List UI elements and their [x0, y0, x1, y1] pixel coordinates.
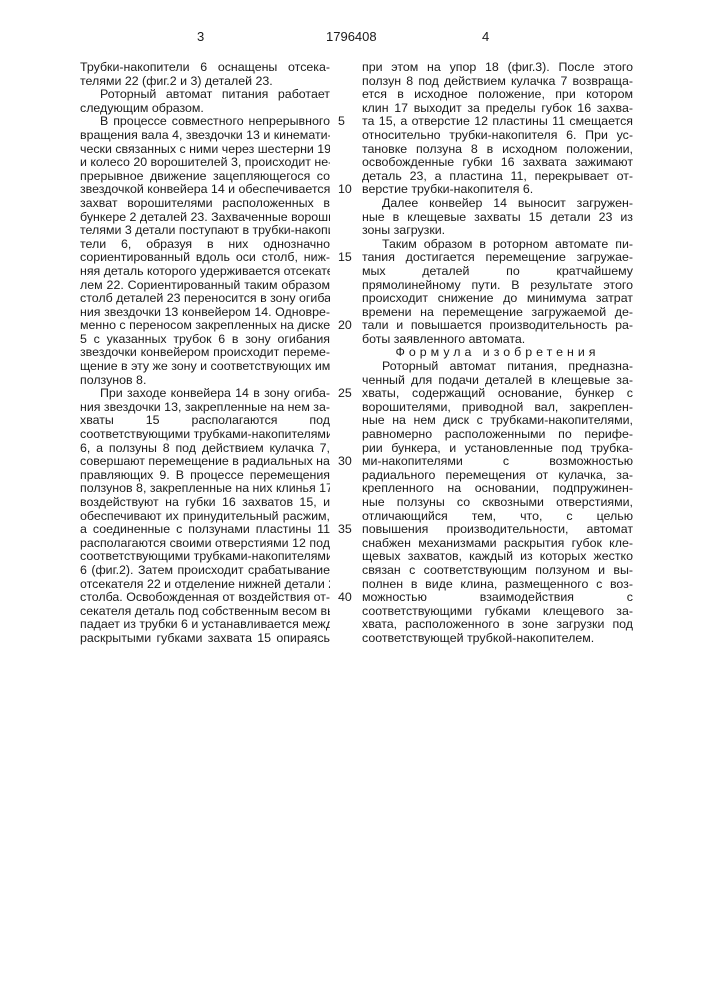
text-line: можностью взаимодействия с	[362, 591, 633, 605]
text-line: Роторный автомат питания работает	[80, 88, 330, 102]
text-line: столб деталей 23 переносится в зону огиба-	[80, 292, 330, 306]
line-number: 30	[338, 455, 352, 469]
text-line: обеспечивают их принудительный расжим,	[80, 510, 330, 524]
text-line: соответствующими губками клещевого за-	[362, 605, 633, 619]
text-line: зоны загрузки.	[362, 224, 633, 238]
text-line: снабжен механизмами раскрытия губок кле-	[362, 537, 633, 551]
text-line: ные на нем диск с трубками-накопителями,	[362, 414, 633, 428]
text-line: лем 22. Сориентированный таким образом	[80, 279, 330, 293]
text-line: крепленного на основании, подпружинен-	[362, 482, 633, 496]
text-line: тали и повышается производительность ра-	[362, 319, 633, 333]
section-heading: Формула изобретения	[362, 346, 633, 360]
text-line: бункере 2 деталей 23. Захваченные вороши-	[80, 211, 330, 225]
text-line: хвата, расположенного в зоне загрузки под	[362, 618, 633, 632]
text-line: полнен в виде клина, размещенного с воз-	[362, 578, 633, 592]
text-line: соответствующей трубкой-накопителем.	[362, 632, 633, 646]
text-line: прерывное движение зацепляющегося со	[80, 170, 330, 184]
text-line: времени на перемещение загружаемой де-	[362, 306, 633, 320]
text-line: ползунов 8, закрепленные на них клинья 17	[80, 482, 330, 496]
text-line: соответствующими трубками-накопителями	[80, 428, 330, 442]
text-line: прямолинейному пути. В результате этого	[362, 279, 633, 293]
text-line: звездочки конвейером происходит переме-	[80, 346, 330, 360]
text-line: клин 17 выходит за пределы губок 16 захва-	[362, 102, 633, 116]
text-line: падает из трубки 6 и устанавливается между	[80, 618, 330, 632]
text-line: верстие трубки-накопителя 6.	[362, 183, 633, 197]
text-line: мых деталей по кратчайшему	[362, 265, 633, 279]
text-line: секателя деталь под собственным весом вы-	[80, 605, 330, 619]
text-line: няя деталь которого удерживается отсекате-	[80, 265, 330, 279]
text-line: следующим образом.	[80, 102, 330, 116]
text-line: При заходе конвейера 14 в зону огиба-	[80, 387, 330, 401]
text-line: столба. Освобожденная от воздействия от-	[80, 591, 330, 605]
text-line: радиального перемещения от кулачка, за-	[362, 469, 633, 483]
text-line: ползун 8 под действием кулачка 7 возвраща-	[362, 75, 633, 89]
text-line: отсекателя 22 и отделение нижней детали 23	[80, 578, 330, 592]
text-line: вращения вала 4, звездочки 13 и кинемати-	[80, 129, 330, 143]
line-number: 5	[338, 115, 352, 129]
text-line: хваты 15 располагаются под	[80, 414, 330, 428]
text-line: ния звездочки 13, закрепленные на нем за-	[80, 401, 330, 415]
text-line: боты заявленного автомата.	[362, 333, 633, 347]
text-line: звездочкой конвейера 14 и обеспечивается	[80, 183, 330, 197]
text-line: располагаются своими отверстиями 12 под	[80, 537, 330, 551]
text-line: ми-накопителями с возможностью	[362, 455, 633, 469]
text-line: отличающийся тем, что, с целью	[362, 510, 633, 524]
text-line: ченный для подачи деталей в клещевые за-	[362, 374, 633, 388]
text-line: а соединенные с ползунами пластины 11	[80, 523, 330, 537]
text-line: совершают перемещение в радиальных на-	[80, 455, 330, 469]
text-line: связан с соответствующим ползуном и вы-	[362, 564, 633, 578]
text-line: чески связанных с ними через шестерни 19	[80, 143, 330, 157]
text-line: рии бункера, и установленные под трубка-	[362, 442, 633, 456]
text-line: правляющих 9. В процессе перемещения	[80, 469, 330, 483]
text-line: 5 с указанных трубок 6 в зону огибания	[80, 333, 330, 347]
text-line: равномерно расположенными по перифе-	[362, 428, 633, 442]
text-line: деталь 23, а пластина 11, перекрывает от-	[362, 170, 633, 184]
page-number-right: 4	[482, 29, 489, 44]
line-number: 35	[338, 523, 352, 537]
text-line: щение в эту же зону и соответствующих им	[80, 360, 330, 374]
text-line: раскрытыми губками захвата 15 опираясь	[80, 632, 330, 646]
line-number: 15	[338, 251, 352, 265]
text-line: менно с переносом закрепленных на диске	[80, 319, 330, 333]
text-line: тановке ползуна 8 в исходном положении,	[362, 143, 633, 157]
text-line: Трубки-накопители 6 оснащены отсека-	[80, 61, 330, 75]
text-line: захват ворошителями расположенных в	[80, 197, 330, 211]
text-line: тания достигается перемещение загружае-	[362, 251, 633, 265]
page-number-left: 3	[197, 29, 204, 44]
text-line: ворошителями, приводной вал, закреплен-	[362, 401, 633, 415]
patent-number: 1796408	[326, 29, 377, 44]
text-line: хваты, содержащий основание, бункер с	[362, 387, 633, 401]
line-number: 40	[338, 591, 352, 605]
text-line: сориентированный вдоль оси столб, ниж-	[80, 251, 330, 265]
left-text-column	[80, 61, 330, 646]
text-line: ные в клещевые захваты 15 детали 23 из	[362, 211, 633, 225]
text-line: та 15, а отверстие 12 пластины 11 смещается	[362, 115, 633, 129]
line-number: 20	[338, 319, 352, 333]
text-line: относительно трубки-накопителя 6. При ус-	[362, 129, 633, 143]
text-line: освобожденные губки 16 захвата зажимают	[362, 156, 633, 170]
text-line: ется в исходное положение, при котором	[362, 88, 633, 102]
text-line: тели 6, образуя в них однозначно	[80, 238, 330, 252]
text-line: Таким образом в роторном автомате пи-	[362, 238, 633, 252]
text-line: ные ползуны со сквозными отверстиями,	[362, 496, 633, 510]
text-line: 6 (фиг.2). Затем происходит срабатывание	[80, 564, 330, 578]
text-line: Далее конвейер 14 выносит загружен-	[362, 197, 633, 211]
text-line: воздействуют на губки 16 захватов 15, и	[80, 496, 330, 510]
text-line: соответствующими трубками-накопителями	[80, 550, 330, 564]
text-line: телями 22 (фиг.2 и 3) деталей 23.	[80, 75, 330, 89]
line-number: 10	[338, 183, 352, 197]
text-line: Роторный автомат питания, предназна-	[362, 360, 633, 374]
text-line: телями 3 детали поступают в трубки-накопи-	[80, 224, 330, 238]
text-line: и колесо 20 ворошителей 3, происходит не-	[80, 156, 330, 170]
line-number: 25	[338, 387, 352, 401]
right-text-column	[362, 61, 633, 646]
text-line: В процессе совместного непрерывного	[80, 115, 330, 129]
text-line: при этом на упор 18 (фиг.3). После этого	[362, 61, 633, 75]
text-line: ния звездочки 13 конвейером 14. Одновре-	[80, 306, 330, 320]
text-line: происходит снижение до минимума затрат	[362, 292, 633, 306]
text-line: повышения производительности, автомат	[362, 523, 633, 537]
text-line: ползунов 8.	[80, 374, 330, 388]
text-line: щевых захватов, каждый из которых жестко	[362, 550, 633, 564]
text-line: 6, а ползуны 8 под действием кулачка 7,	[80, 442, 330, 456]
